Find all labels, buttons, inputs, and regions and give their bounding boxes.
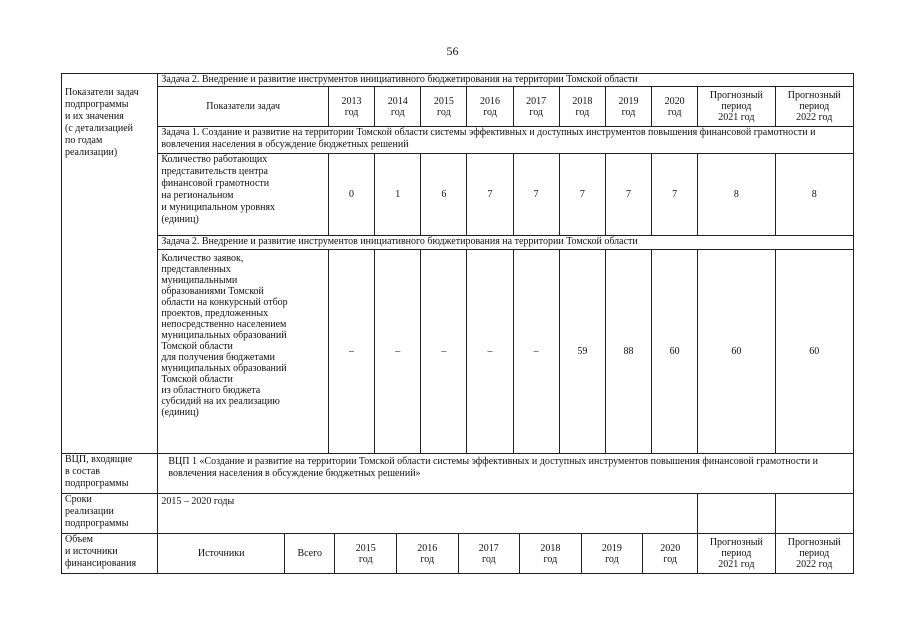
task1-value-2019: 7 [605, 154, 651, 236]
table-row [62, 236, 854, 250]
header-year-2016: 2016 год [467, 87, 513, 127]
financing-year-2018: 2018 год [520, 534, 582, 573]
financing-label: Объем и источники финансирования [62, 534, 158, 574]
terms-value: 2015 – 2020 годы [158, 494, 698, 534]
header-year-2015: 2015 год [421, 87, 467, 127]
task2-value-2019: 88 [605, 250, 651, 454]
task1-value-2020: 7 [652, 154, 698, 236]
financing-year-2019: 2019 год [581, 534, 643, 573]
task2-value-2020: 60 [652, 250, 698, 454]
table-row [62, 74, 854, 87]
table-row [62, 454, 854, 494]
page-number: 56 [446, 44, 459, 58]
header-year-2019: 2019 год [605, 87, 651, 127]
header-year-2013: 2013 год [328, 87, 374, 127]
task2-value-2022: 60 [775, 250, 854, 454]
indicators-label: Показатели задач подпрограммы и их значения (с детализацией по годам реализации) [62, 87, 158, 454]
task1-indicator: Количество работающих представительств центра финансовой грамотности на региональном и муниципальном уровнях (единиц) [158, 154, 329, 236]
table-row [62, 154, 854, 236]
financing-forecast-2022: Прогнозный период 2022 год [775, 534, 854, 574]
header-forecast-2021: Прогнозный период 2021 год [698, 87, 775, 127]
vcp-text: ВЦП 1 «Создание и развитие на территории Томской области системы эффективных и доступных инструментов повышения финансовой грамотности и вовлечения населения в обсуждение бюджетных решений» [158, 454, 854, 494]
vcp-label: ВЦП, входящие в состав подпрограммы [62, 454, 158, 494]
header-indicators: Показатели задач [158, 87, 329, 127]
subprogram-passport-table [61, 73, 854, 574]
task1-value-2017: 7 [513, 154, 559, 236]
terms-label: Сроки реализации подпрограммы [62, 494, 158, 534]
header-year-2017: 2017 год [513, 87, 559, 127]
financing-header [158, 534, 697, 573]
table-row [62, 534, 854, 574]
table-row [62, 494, 854, 534]
task2-value-2017: – [513, 250, 559, 454]
header-year-2014: 2014 год [375, 87, 421, 127]
top-task-title: Задача 2. Внедрение и развитие инструментов инициативного бюджетирования на территории Томской области [158, 74, 854, 87]
financing-forecast-2021: Прогнозный период 2021 год [698, 534, 775, 574]
task1-value-2022: 8 [775, 154, 854, 236]
task2-value-2015: – [421, 250, 467, 454]
table-row [62, 127, 854, 154]
header-forecast-2022: Прогнозный период 2022 год [775, 87, 854, 127]
financing-total: Всего [284, 534, 334, 573]
task1-value-2015: 6 [421, 154, 467, 236]
financing-year-2020: 2020 год [643, 534, 698, 573]
table-row [62, 250, 854, 454]
financing-sources: Источники [158, 534, 284, 573]
task2-indicator: Количество заявок, представленных муниципальными образованиями Томской области на конкурсный отбор проектов, предложенных непосредственно населением муниципальных образований Томской области для получения бюджетами муниципальных образований Томской области из областного бюджета субсидий на их реализацию (единиц) [158, 250, 329, 454]
task2-value-2013: – [328, 250, 374, 454]
table-row [62, 87, 854, 127]
task1-value-2021: 8 [698, 154, 775, 236]
financing-year-2016: 2016 год [396, 534, 458, 573]
task1-value-2018: 7 [559, 154, 605, 236]
header-year-2020: 2020 год [652, 87, 698, 127]
task1-value-2016: 7 [467, 154, 513, 236]
financing-year-2015: 2015 год [335, 534, 397, 573]
task2-value-2014: – [375, 250, 421, 454]
task1-value-2013: 0 [328, 154, 374, 236]
task2-value-2016: – [467, 250, 513, 454]
task2-value-2018: 59 [559, 250, 605, 454]
task1-title: Задача 1. Создание и развитие на территории Томской области системы эффективных и доступных инструментов повышения финансовой грамотности и вовлечения населения в обсуждение бюджетных решений [158, 127, 854, 154]
financing-year-2017: 2017 год [458, 534, 520, 573]
task2-title: Задача 2. Внедрение и развитие инструментов инициативного бюджетирования на территории Томской области [158, 236, 854, 250]
task1-value-2014: 1 [375, 154, 421, 236]
header-year-2018: 2018 год [559, 87, 605, 127]
task2-value-2021: 60 [698, 250, 775, 454]
